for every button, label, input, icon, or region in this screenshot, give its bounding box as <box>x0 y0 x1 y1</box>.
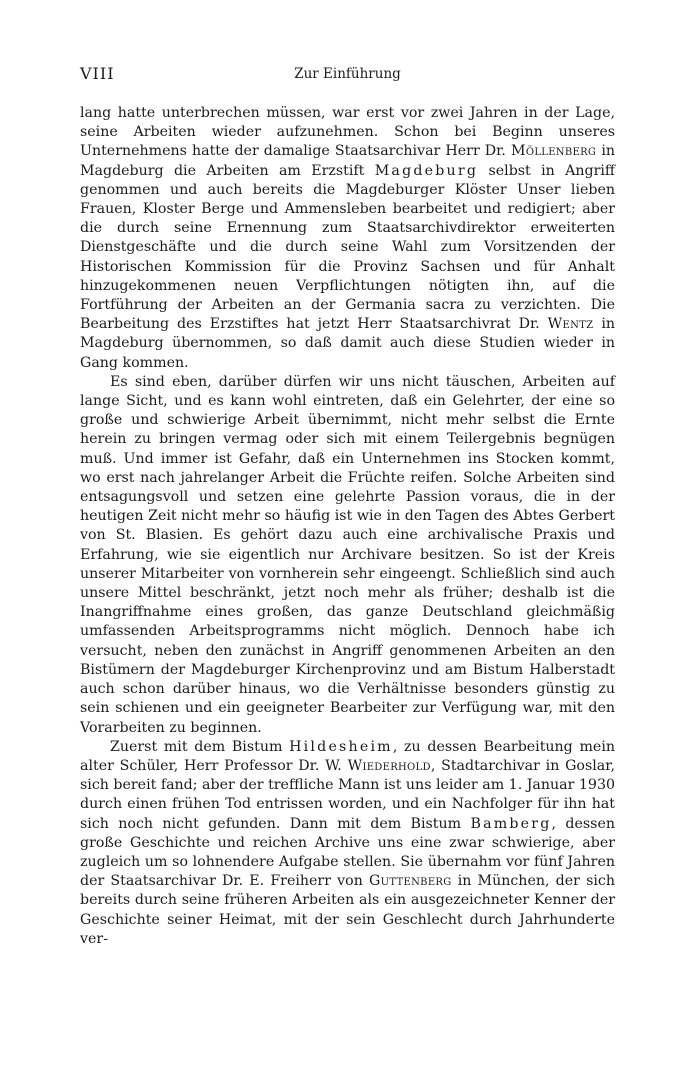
text-run: in München, der sich bereits durch seine früheren Arbeiten als ein ausgezeichneter Kenner der Geschichte seiner Heimat, mit der sein Geschlecht durch Jahrhunderte ver- <box>80 873 615 947</box>
paragraph-1 <box>80 104 615 373</box>
text-run: lang hatte unterbrechen müssen, war erst vor zwei Jahren in der Lage, seine Arbeiten wieder aufzunehmen. Schon bei Beginn unseres Unternehmens hatte der damalige Staatsarchivar Herr Dr. <box>80 105 615 160</box>
text-run: , Stadtarchivar in Goslar, sich bereit fand; aber der treffliche Mann ist uns leider am 1. Januar 1930 durch einen frühen Tod entrissen worden, und ein Nachfolger für ihn hat sich noch nicht gefunden. Dann mit dem Bistum <box>80 757 615 832</box>
person-name-guttenberg: Guttenberg <box>369 873 452 890</box>
text-run: Es sind eben, darüber dürfen wir uns nicht täuschen, Arbeiten auf lange Sicht, und es kann wohl eintreten, daß ein Gelehrter, der eine so große und schwierige Arbeit übernimmt, nicht mehr selbst die Ernte herein zu bringen vermag oder sich mit einem Teilergebnis begnügen muß. Und immer ist Gefahr, daß ein Unternehmen ins Stocken kommt, wo erst nach jahrelanger Arbeit die Früchte reifen. Solche Arbeiten sind entsagungsvoll und setzen eine gelehrte Passion voraus, die in der heutigen Zeit nicht mehr so häufig ist wie in den Tagen des Abtes Gerbert von St. Blasien. Es gehört dazu auch eine archivalische Praxis und Erfahrung, wie sie eigentlich nur Archivare besitzen. So ist der Kreis unserer Mitarbeiter von vornherein sehr eingeengt. Schließlich sind auch unsere Mittel beschränkt, jetzt noch mehr als früher; deshalb ist die Inangriffnahme eines großen, das ganze Deutschland gleichmäßig umfassenden Arbeitsprogramms nicht möglich. Dennoch habe ich versucht, neben den zunächst in Angriff genommenen Arbeiten an den Bistümern der Magdeburger Kirchenprovinz und am Bistum Halberstadt auch schon darüber hinaus, wo die Verhältnisse besonders günstig zu sein schienen und ein geeigneter Bearbeiter zur Verfügung war, mit den Vorarbeiten zu beginnen. <box>80 373 615 736</box>
text-run: Zuerst mit dem Bistum <box>110 738 290 755</box>
text-run: , zu dessen Bearbeitung mein alter Schüler, Herr Professor Dr. W. <box>80 738 615 774</box>
person-name-moellenberg: Möllenberg <box>511 143 597 160</box>
person-name-wiederhold: Wiederhold <box>347 757 431 774</box>
page-header <box>80 64 615 90</box>
running-title: Zur Einführung <box>294 66 401 82</box>
spaced-term-hildesheim: Hildesheim <box>289 738 393 755</box>
person-name-wentz: Wentz <box>547 316 594 333</box>
paragraph-3 <box>80 738 615 949</box>
text-run: , dessen große Geschichte und reichen Archive uns eine zwar schwierige, aber zugleich um so lohnendere Aufgabe stellen. Sie übernahm vor fünf Jahren der Staatsarchivar Dr. E. Freiherr von <box>80 815 615 890</box>
spaced-term-magdeburg: Magdeburg <box>374 162 479 179</box>
spaced-term-bamberg: Bamberg <box>470 815 552 832</box>
text-run: selbst in Angriff genommen und auch bereits die Magdeburger Klöster Unser lieben Frauen, Kloster Berge und Ammensleben bearbeitet und redigiert; aber die durch seine Ernennung zum Staatsarchivdirektor erweiterten Dienstgeschäfte und die durch seine Wahl zum Vorsitzenden der Historischen Kommission für die Provinz Sachsen und für Anhalt hinzugekommenen neuen Verpflichtungen nötigten ihn, auf die Fortführung der Arbeiten an der Germania sacra zu verzichten. Die Bearbeitung des Erzstiftes hat jetzt Herr Staatsarchivrat Dr. <box>80 162 615 333</box>
page-number: VIII <box>80 64 115 83</box>
body-text <box>80 104 615 949</box>
text-run: in Magdeburg die Arbeiten am Erzstift <box>80 143 615 179</box>
paragraph-2 <box>80 373 615 738</box>
text-run: in Magdeburg übernommen, so daß damit auch diese Studien wieder in Gang kommen. <box>80 316 615 371</box>
